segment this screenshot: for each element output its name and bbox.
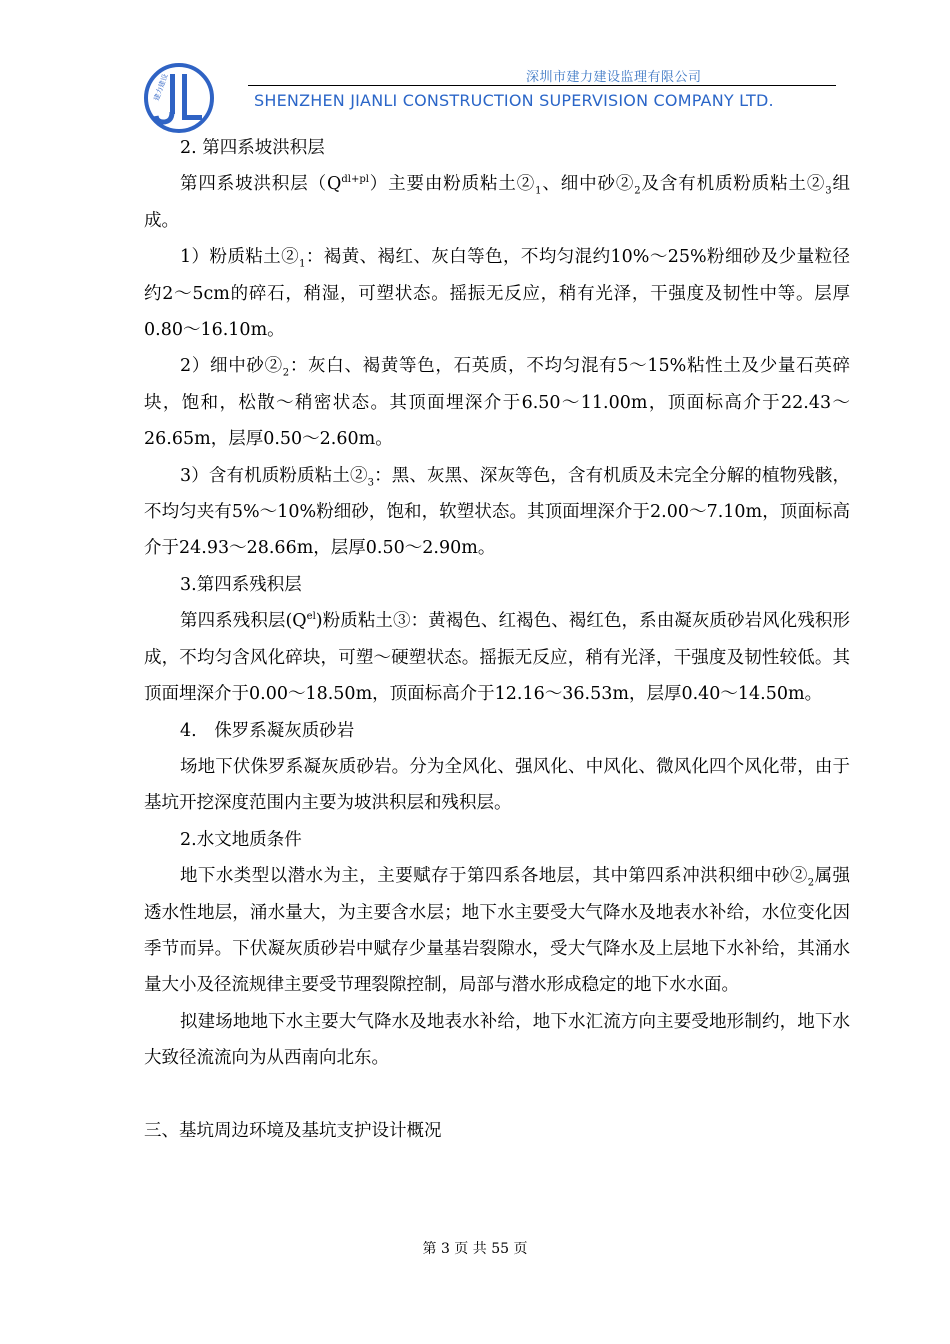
paragraph: 1）粉质粘土$②_1$：褐黄、褐红、灰白等色，不均匀混约10%～25%粉细砂及少量粒径约2～5cm的碎石，稍湿，可塑状态。摇振无反应，稍有光泽，干强度及韧性中等。层厚0.80～16.10m。 (144, 247, 850, 341)
superscript: dl+pl (341, 174, 369, 186)
paragraph: 2）细中砂$②_2$：灰白、褐黄等色，石英质，不均匀混有5～15%粘性土及少量石英碎块，饱和，松散～稍密状态。其顶面埋深介于6.50～11.00m，顶面标高介于22.43～26.65m，层厚0.50～2.60m。 (144, 356, 850, 450)
subscript: 2 (634, 185, 641, 197)
subscript: 3 (825, 185, 832, 197)
company-logo (143, 62, 215, 134)
page-number: 第 3 页 共 55 页 (422, 1241, 528, 1257)
paragraph: 地下水类型以潜水为主，主要赋存于第四系各地层，其中第四系冲洪积细中砂$②_2$属强透水性地层，涌水量大，为主要含水层；地下水主要受大气降水及地表水补给，水位变化因季节而异。下伏凝灰质砂岩中赋存少量基岩裂隙水，受大气降水及上层地下水补给，其涌水量大小及径流规律主要受节理裂隙控制，局部与潜水形成稳定的地下水水面。 (144, 866, 851, 996)
company-name-en: SHENZHEN JIANLI CONSTRUCTION SUPERVISION COMPANY LTD. (254, 91, 774, 110)
document-body (144, 130, 850, 1149)
company-name-cn: 深圳市建力建设监理有限公司 (526, 70, 702, 85)
chapter-heading: 三、基坑周边环境及基坑支护设计概况 (144, 1120, 442, 1141)
subscript: 3 (367, 477, 374, 489)
section-heading: 2. 第四系坡洪积层 (180, 138, 325, 158)
subscript: 1 (299, 258, 306, 270)
superscript: el (306, 611, 316, 623)
paragraph: 3）含有机质粉质粘土$②_3$：黑、灰黑、深灰等色，含有机质及未完全分解的植物残骸，不均匀夹有5%～10%粉细砂，饱和，软塑状态。其顶面埋深介于2.00～7.10m，顶面标高介于24.93～28.66m，层厚0.50～2.90m。 (144, 465, 850, 559)
paragraph: 第四系坡洪积层$(Q^{dl+pl})$主要由粉质粘土$②_1$、细中砂$②_2$及含有机质粉质粘土$②_3$组成。 (144, 174, 851, 231)
section-heading: 2.水文地质条件 (180, 829, 302, 850)
header-rule (248, 85, 836, 86)
paragraph: 第四系残积层$(Q^{el})$粉质粘土③：黄褐色、红褐色、褐红色，系由凝灰质砂岩风化残积形成，不均匀含风化碎块，可塑～硬塑状态。摇振无反应，稍有光泽，干强度及韧性较低。其顶面埋深介于0.00～18.50m，顶面标高介于12.16～36.53m，层厚0.40～14.50m。 (144, 611, 850, 705)
logo-text: 建力建设 (152, 72, 170, 102)
paragraph: 拟建场地地下水主要大气降水及地表水补给，地下水汇流方向主要受地形制约，地下水大致径流流向为从西南向北东。 (144, 1011, 850, 1069)
subscript: 2 (282, 367, 290, 379)
blank-line (144, 1077, 850, 1113)
subscript: 2 (807, 877, 815, 889)
section-heading: 4. 侏罗系凝灰质砂岩 (180, 720, 355, 741)
subscript: 1 (535, 185, 542, 197)
paragraph: 场地下伏侏罗系凝灰质砂岩。分为全风化、强风化、中风化、微风化四个风化带，由于基坑开挖深度范围内主要为坡洪积层和残积层。 (144, 756, 850, 814)
section-heading: 3.第四系残积层 (180, 574, 302, 595)
